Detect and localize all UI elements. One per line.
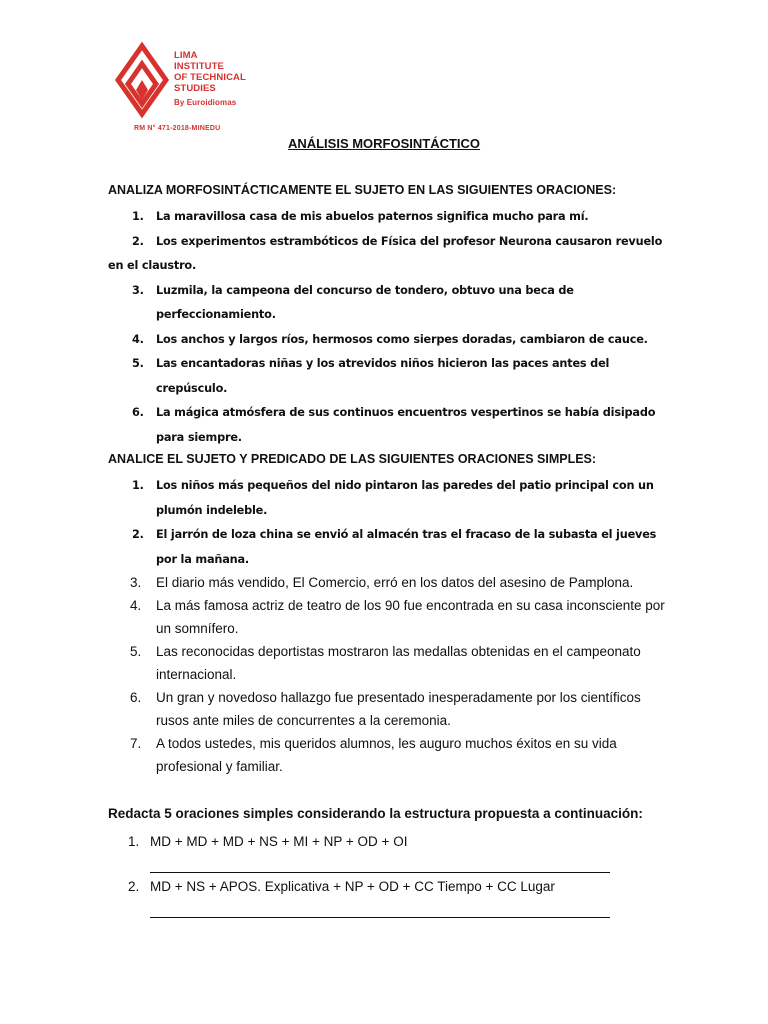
- page-title: ANÁLISIS MORFOSINTÁCTICO: [287, 136, 481, 151]
- item-text: Las encantadoras niñas y los atrevidos niños hicieron las paces antes del crepúsculo.: [156, 357, 610, 395]
- item-text: A todos ustedes, mis queridos alumnos, les auguro muchos éxitos en su vida profesional y familiar.: [156, 736, 617, 774]
- structure-formula: MD + MD + MD + NS + MI + NP + OD + OI: [150, 834, 408, 849]
- section1-heading: ANALIZA MORFOSINTÁCTICAMENTE EL SUJETO EN LAS SIGUIENTES ORACIONES:: [108, 183, 617, 197]
- item-text: La maravillosa casa de mis abuelos paternos significa mucho para mí.: [156, 210, 589, 223]
- logo-byline: By Euroidiomas: [174, 98, 237, 107]
- list-item: [108, 474, 668, 523]
- list-item: [108, 230, 668, 279]
- structure-formula: MD + NS + APOS. Explicativa + NP + OD + CC Tiempo + CC Lugar: [150, 879, 555, 894]
- item-text: La más famosa actriz de teatro de los 90 fue encontrada en su casa inconsciente por un somnífero.: [156, 598, 665, 636]
- logo-line: INSTITUTE: [174, 61, 224, 72]
- list-item: [108, 205, 668, 230]
- section1-list: [108, 205, 668, 450]
- item-text: Los niños más pequeños del nido pintaron las paredes del patio principal con un plumón indeleble.: [156, 479, 654, 517]
- item-text: Los anchos y largos ríos, hermosos como sierpes doradas, cambiaron de cauce.: [156, 332, 648, 346]
- item-number: 1.: [132, 479, 144, 492]
- list-item: [108, 732, 668, 778]
- item-number: 7.: [130, 736, 142, 751]
- item-number: 5.: [132, 357, 144, 370]
- item-text: El jarrón de loza china se envió al almacén tras el fracaso de la subasta el jueves por la mañana.: [156, 528, 657, 566]
- registration-number: RM N° 471-2018-MINEDU: [134, 125, 221, 132]
- item-number: 4.: [130, 598, 142, 613]
- item-text: Luzmila, la campeona del concurso de tondero, obtuvo una beca de perfeccionamiento.: [156, 283, 574, 321]
- list-item: [108, 328, 668, 353]
- logo-line: LIMA: [174, 50, 198, 61]
- item-number: 2.: [132, 234, 144, 248]
- answer-line[interactable]: [150, 898, 610, 918]
- list-item: [108, 279, 668, 328]
- item-text: Las reconocidas deportistas mostraron las medallas obtenidas en el campeonato internacional.: [156, 644, 641, 682]
- item-number: 3.: [130, 575, 142, 590]
- list-item: [108, 523, 668, 572]
- section3-list: [108, 831, 668, 918]
- list-item: [108, 686, 668, 732]
- logo-text: [174, 50, 246, 108]
- list-item: [108, 876, 668, 918]
- item-number: 1.: [128, 834, 140, 849]
- list-item: [108, 352, 668, 401]
- item-number: 4.: [132, 332, 144, 346]
- item-text: Un gran y novedoso hallazgo fue presentado inesperadamente por los científicos rusos ante miles de concurrentes a la ceremonia.: [156, 690, 641, 728]
- item-number: 2.: [128, 879, 140, 894]
- item-text: Los experimentos estrambóticos de Física del profesor Neurona causaron revuelo en el claustro.: [108, 234, 663, 272]
- item-number: 6.: [130, 690, 142, 705]
- list-item: [108, 401, 668, 450]
- item-number: 5.: [130, 644, 142, 659]
- list-item: [108, 831, 668, 873]
- item-number: 2.: [132, 528, 144, 541]
- list-item: [108, 571, 668, 594]
- logo-line: OF TECHNICAL: [174, 72, 246, 83]
- item-text: La mágica atmósfera de sus continuos encuentros vespertinos se había disipado para siempre.: [156, 406, 656, 444]
- section3-heading: Redacta 5 oraciones simples considerando la estructura propuesta a continuación:: [108, 806, 643, 821]
- answer-line[interactable]: [150, 853, 610, 873]
- item-number: 6.: [132, 406, 144, 419]
- section2-bold-list: [108, 474, 668, 572]
- logo-mark-icon: [112, 40, 172, 120]
- logo-line: STUDIES: [174, 83, 216, 94]
- item-number: 3.: [132, 283, 144, 297]
- section2-list: [108, 571, 668, 778]
- list-item: [108, 594, 668, 640]
- list-item: [108, 640, 668, 686]
- item-text: El diario más vendido, El Comercio, erró en los datos del asesino de Pamplona.: [156, 575, 634, 590]
- section2-heading: ANALICE EL SUJETO Y PREDICADO DE LAS SIGUIENTES ORACIONES SIMPLES:: [108, 452, 597, 466]
- item-number: 1.: [132, 210, 144, 223]
